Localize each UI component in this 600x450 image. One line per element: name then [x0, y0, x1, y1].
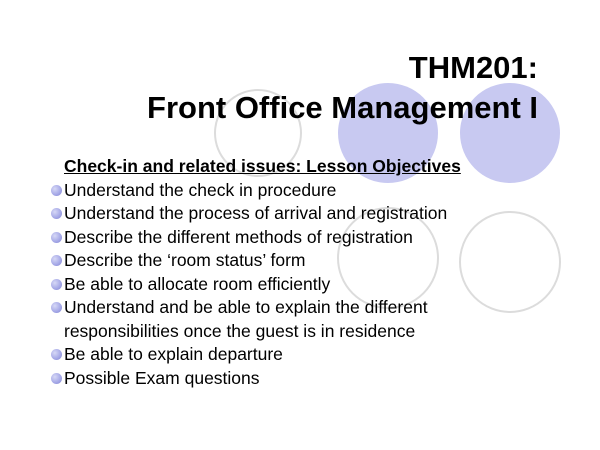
objectives-list — [64, 179, 544, 391]
list-item — [48, 273, 544, 297]
list-item — [48, 202, 544, 226]
title-line-2: Front Office Management I — [147, 90, 538, 125]
list-item-text: Possible Exam questions — [64, 367, 260, 388]
list-item — [48, 226, 544, 250]
list-item-text: Be able to explain departure — [64, 344, 283, 364]
circle-bullet-icon — [51, 373, 62, 384]
list-item — [48, 296, 544, 343]
circle-bullet-icon — [51, 255, 62, 266]
list-item-text: Understand the process of arrival and registration — [64, 203, 448, 223]
circle-bullet-icon — [51, 279, 62, 290]
circle-bullet-icon — [51, 185, 62, 196]
circle-bullet-icon — [51, 302, 62, 313]
list-item-text: Be able to allocate room efficiently — [64, 273, 331, 294]
circle-bullet-icon — [51, 232, 62, 243]
list-item — [48, 179, 544, 203]
slide-body — [64, 155, 544, 390]
title-line-1: THM201: — [408, 50, 538, 85]
list-item-text: Understand and be able to explain the different — [64, 297, 428, 317]
list-item-text: Understand the check in procedure — [64, 179, 337, 200]
circle-bullet-icon — [51, 349, 62, 360]
circle-bullet-icon — [51, 208, 62, 219]
list-item-text: Describe the ‘room status’ form — [64, 250, 306, 270]
list-item — [48, 343, 544, 367]
list-item-text: Describe the different methods of registration — [64, 226, 413, 247]
list-item — [48, 367, 544, 391]
list-item — [48, 249, 544, 273]
objectives-heading: Check-in and related issues: Lesson Objectives — [64, 156, 461, 176]
list-item-text: responsibilities once the guest is in residence — [64, 320, 416, 341]
slide-title — [147, 48, 538, 128]
